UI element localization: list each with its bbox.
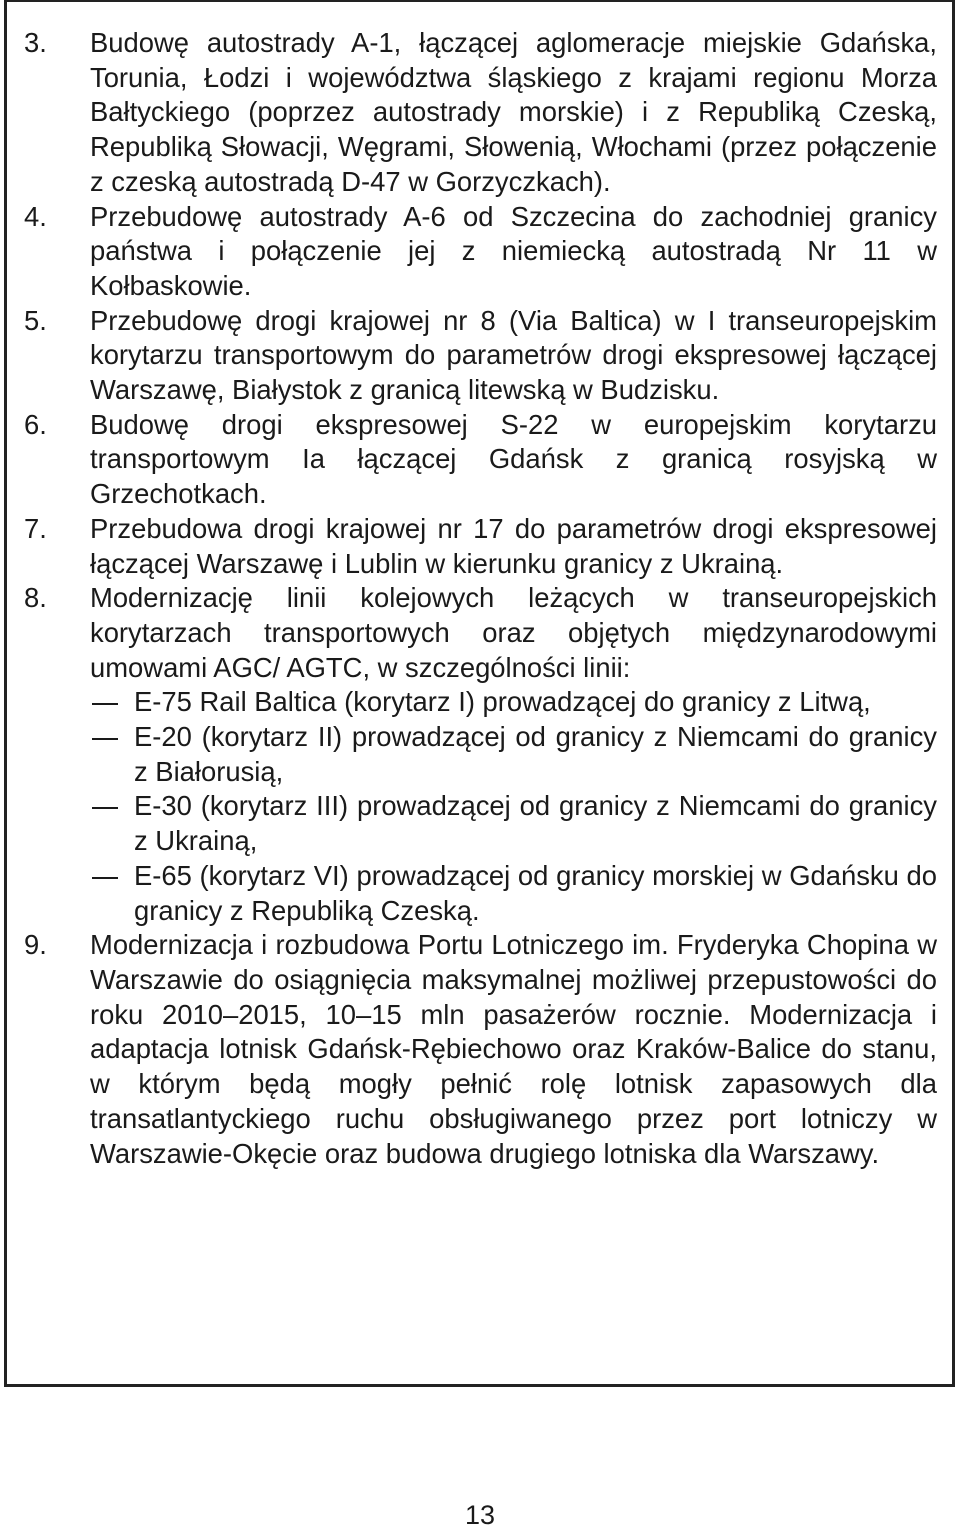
list-item-text: Modernizację linii kolejowych leżących w transeuropejskich korytarzach transportowych oraz objętych międzynarodowymi umowami AGC/ AGTC, w szczególności linii: xyxy=(90,582,937,683)
dash-bullet-icon xyxy=(90,789,134,858)
list-item-number: 9. xyxy=(24,929,47,961)
sub-item xyxy=(90,685,937,720)
sub-item xyxy=(90,789,937,858)
page-number: 13 xyxy=(464,1500,496,1530)
list-item-text: Przebudowę autostrady A-6 od Szczecina do zachodniej granicy państwa i połączenie jej z niemiecką autostradą Nr 11 w Kołbaskowie. xyxy=(90,200,937,301)
sub-item xyxy=(90,720,937,789)
list-item-8 xyxy=(24,581,937,928)
list-item-number: 8. xyxy=(24,582,47,614)
list-item-text: Przebudowa drogi krajowej nr 17 do parametrów drogi ekspresowej łączącej Warszawę i Lublin w kierunku granicy z Ukrainą. xyxy=(90,512,937,579)
list-item-content xyxy=(90,581,937,928)
list-item-number: 4. xyxy=(24,200,47,232)
list-item-6 xyxy=(24,408,937,512)
dash-bullet-icon xyxy=(90,720,134,789)
list-item-number: 6. xyxy=(24,408,47,440)
sub-item-text: E-65 (korytarz VI) prowadzącej od granicy morskiej w Gdańsku do granicy z Republiką Czeską. xyxy=(134,859,937,926)
list-item-text: Budowę autostrady A-1, łączącej aglomeracje miejskie Gdańska, Torunia, Łodzi i województwa śląskiego z krajami regionu Morza Bałtyckiego (poprzez autostrady morskie) i z Republiką Czeską, Republiką Słowacji, Węgrami, Słowenią, Włochami (przez połączenie z czeską autostradą D-47 w Gorzyczkach). xyxy=(90,27,937,197)
list-item-text: Przebudowę drogi krajowej nr 8 (Via Baltica) w I transeuropejskim korytarzu transportowym do parametrów drogi ekspresowej łączącej Warszawę, Białystok z granicą litewską w Budzisku. xyxy=(90,304,937,406)
list-item-text: Budowę drogi ekspresowej S-22 w europejskim korytarzu transportowym Ia łączącej Gdańsk z granicą rosyjską w Grzechotkach. xyxy=(90,408,937,510)
numbered-list xyxy=(24,26,937,1171)
sub-item-text: E-75 Rail Baltica (korytarz I) prowadzącej do granicy z Litwą, xyxy=(134,686,871,718)
list-item-5 xyxy=(24,304,937,408)
list-item-3 xyxy=(24,26,937,200)
list-item-number: 5. xyxy=(24,304,47,336)
dash-bullet-icon xyxy=(90,685,134,720)
list-item-text: Modernizacja i rozbudowa Portu Lotniczego im. Fryderyka Chopina w Warszawie do osiągnięcia maksymalnej możliwej przepustowości do roku 2010–2015, 10–15 mln pasażerów rocznie. Modernizacja i adaptacja lotnisk Gdańsk-Rębiechowo oraz Kraków-Balice do stanu, w którym będą mogły pełnić rolę lotnisk zapasowych dla transatlantyckiego ruchu obsługiwanego przez port lotniczy w Warszawie-Okęcie oraz budowa drugiego lotniska dla Warszawy. xyxy=(90,929,937,1169)
dash-bullet-icon xyxy=(90,859,134,928)
sub-item-text: E-30 (korytarz III) prowadzącej od granicy z Niemcami do granicy z Ukrainą, xyxy=(134,790,937,857)
sub-item-text: E-20 (korytarz II) prowadzącej od granicy z Niemcami do granicy z Białorusią, xyxy=(134,721,937,787)
list-item-7 xyxy=(24,512,937,581)
list-item-9 xyxy=(24,928,937,1171)
sub-item xyxy=(90,859,937,928)
list-item-number: 7. xyxy=(24,512,47,544)
list-item-4 xyxy=(24,200,937,304)
list-item-number: 3. xyxy=(24,27,47,58)
